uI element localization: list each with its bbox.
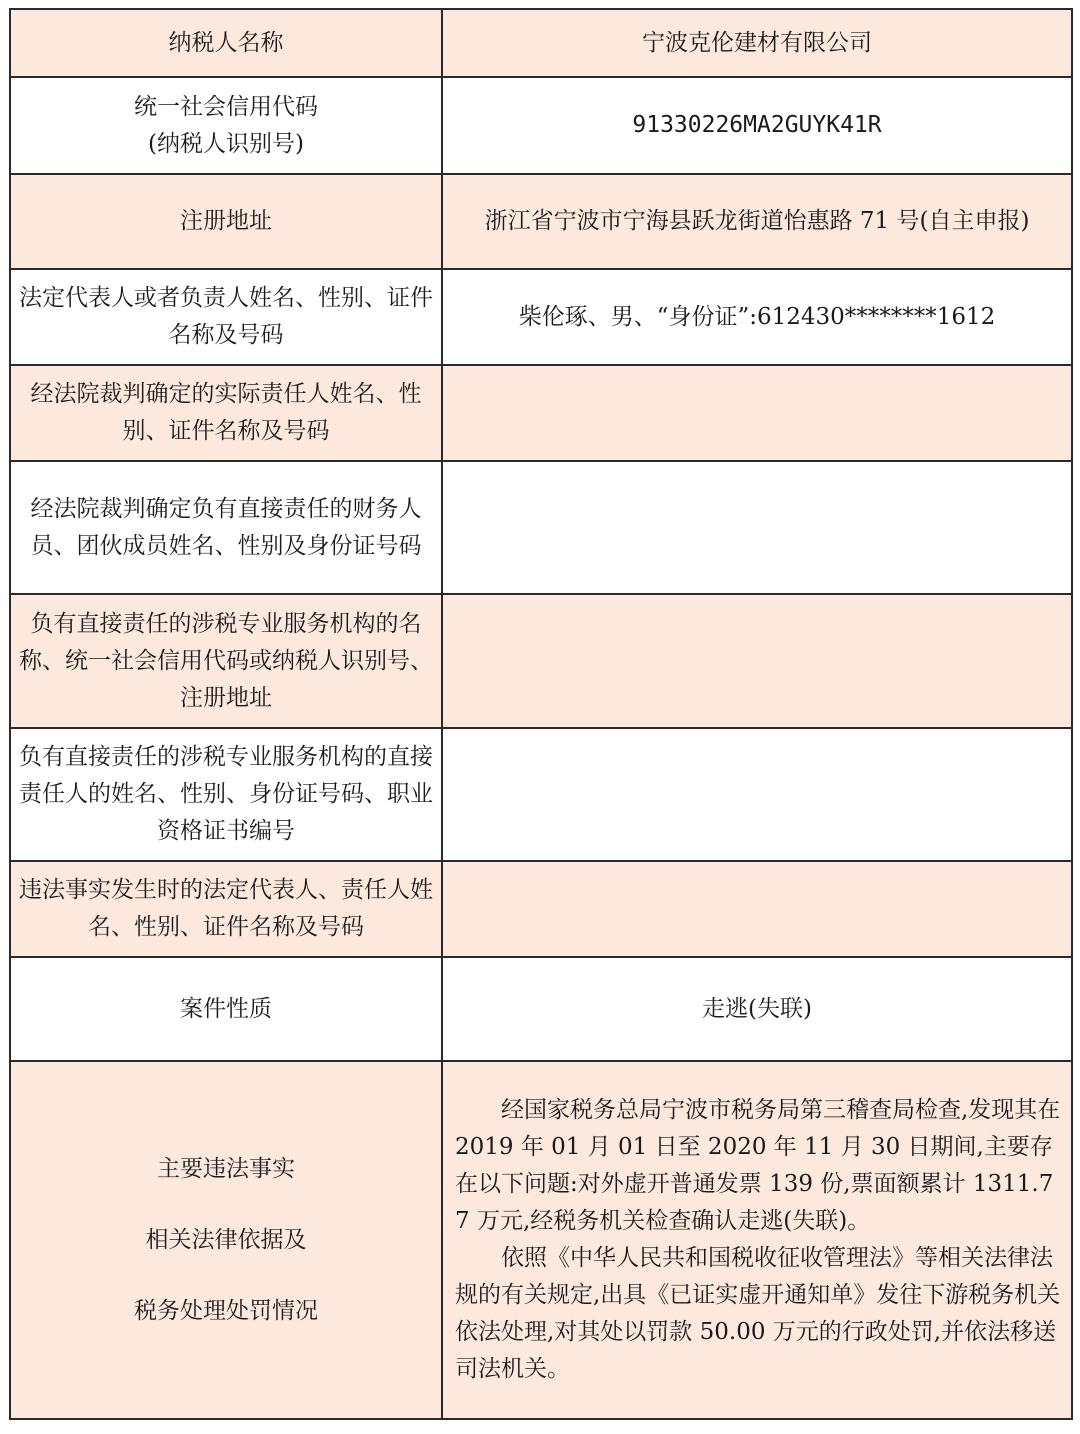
- table-row: [10, 365, 1072, 461]
- row-value-taxpayer-name: 宁波克伦建材有限公司: [442, 9, 1072, 77]
- row-label-agency-responsible-person: 负有直接责任的涉税专业服务机构的直接责任人的姓名、性别、身份证号码、职业资格证书编号: [10, 728, 442, 861]
- row-value-representative-at-violation: [442, 861, 1072, 957]
- facts-paragraph-1: 经国家税务总局宁波市税务局第三稽查局检查,发现其在 2019 年 01 月 01 日至 2020 年 11 月 30 日期间,主要存在以下问题:对外虚开普通发票 139 份,票面额累计 1311.77 万元,经税务机关检查确认走逃(失联)。: [455, 1097, 1061, 1234]
- table-row: [10, 861, 1072, 957]
- table-row: [10, 1061, 1072, 1419]
- row-value-agency-responsible-person: [442, 728, 1072, 861]
- row-label-taxpayer-name: 纳税人名称: [10, 9, 442, 77]
- facts-label-3: 税务处理处罚情况: [134, 1297, 318, 1324]
- taxpayer-info-table: [9, 8, 1073, 1420]
- row-label-credit-code: 统一社会信用代码 (纳税人识别号): [10, 77, 442, 174]
- row-value-actual-responsible-person: [442, 365, 1072, 461]
- row-value-credit-code: 91330226MA2GUYK41R: [442, 77, 1072, 174]
- table-row: [10, 9, 1072, 77]
- table-row: [10, 594, 1072, 728]
- facts-label-2: 相关法律依据及: [145, 1226, 307, 1253]
- row-value-legal-representative: 柴伦琢、男、“身份证”:612430********1612: [442, 269, 1072, 365]
- row-label-legal-representative: 法定代表人或者负责人姓名、性别、证件名称及号码: [10, 269, 442, 365]
- table-row: [10, 77, 1072, 174]
- row-value-service-agency: [442, 594, 1072, 728]
- facts-label-1: 主要违法事实: [157, 1155, 295, 1182]
- row-label-case-nature: 案件性质: [10, 957, 442, 1061]
- row-label-registered-address: 注册地址: [10, 174, 442, 269]
- row-label-finance-staff: 经法院裁判确定负有直接责任的财务人员、团伙成员姓名、性别及身份证号码: [10, 461, 442, 594]
- row-label-service-agency: 负有直接责任的涉税专业服务机构的名称、统一社会信用代码或纳税人识别号、注册地址: [10, 594, 442, 728]
- row-label-actual-responsible-person: 经法院裁判确定的实际责任人姓名、性别、证件名称及号码: [10, 365, 442, 461]
- table-row: [10, 174, 1072, 269]
- row-value-finance-staff: [442, 461, 1072, 594]
- table-row: [10, 269, 1072, 365]
- row-value-case-nature: 走逃(失联): [442, 957, 1072, 1061]
- table-row: [10, 728, 1072, 861]
- row-value-main-facts: [442, 1061, 1072, 1419]
- row-value-registered-address: 浙江省宁波市宁海县跃龙街道怡惠路 71 号(自主申报): [442, 174, 1072, 269]
- table-row: [10, 461, 1072, 594]
- row-label-representative-at-violation: 违法事实发生时的法定代表人、责任人姓名、性别、证件名称及号码: [10, 861, 442, 957]
- row-label-main-facts: [10, 1061, 442, 1419]
- facts-paragraph-2: 依照《中华人民共和国税收征收管理法》等相关法律法规的有关规定,出具《已证实虚开通知单》发往下游税务机关依法处理,对其处以罚款 50.00 万元的行政处罚,并依法移送司法机关。: [455, 1245, 1061, 1382]
- table-row: [10, 957, 1072, 1061]
